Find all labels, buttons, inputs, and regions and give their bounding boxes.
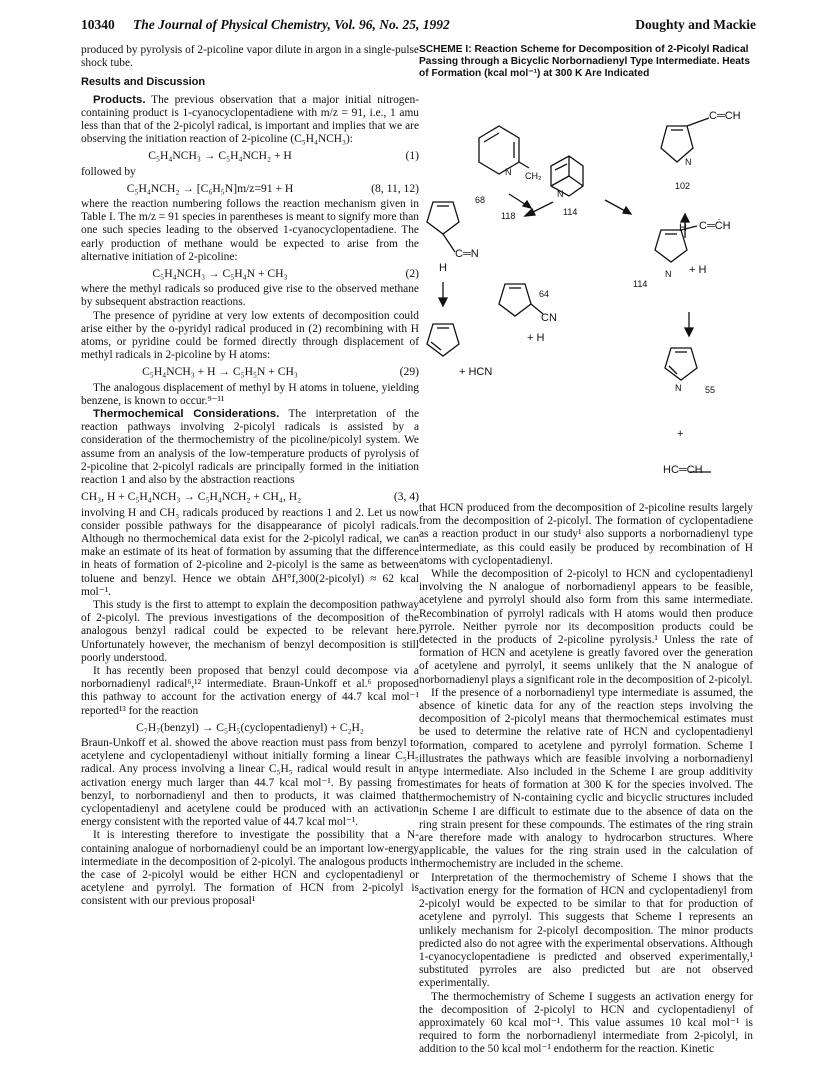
atom-label: C═N — [455, 248, 479, 260]
page-number: 10340 — [81, 17, 115, 32]
equation-number: (3, 4) — [393, 490, 419, 504]
atom-label: C═CH — [709, 110, 741, 122]
atom-label: N — [685, 157, 692, 167]
equation-number: (29) — [399, 365, 419, 379]
equation: C₅H₄NCH₂ → [C₆H₅N]m/z=91 + H (8, 11, 12) — [126, 181, 419, 195]
paragraph: where the methyl radicals so produced give rise to the observed methane by subsequent abstraction reactions. — [81, 283, 419, 309]
atom-label: N — [505, 167, 512, 177]
equation: CH₃, H + C₅H₄NCH₃ → C₅H₄NCH₂ + CH₄, H₂ (3, 4) — [81, 490, 419, 504]
atom-label: N — [665, 269, 672, 279]
heat-of-formation: 114 — [633, 279, 648, 289]
equation: C₇H₇(benzyl) → C₅H₅(cyclopentadienyl) + C₂H₂ — [136, 720, 364, 734]
atom-label: HC═CH — [663, 464, 703, 476]
heat-of-formation: 64 — [539, 289, 550, 299]
atom-label: CN — [541, 312, 557, 324]
heat-of-formation: 114 — [563, 207, 578, 217]
paragraph: It has recently been proposed that benzyl could decompose via a norbornadienyl radical⁶,¹² intermediate. Braun-Unkoff et al.⁶ proposed this pathway to account for the activation energy of 44.7 kcal mol⁻¹ reported¹³ for the reaction — [81, 664, 419, 717]
atom-label: N — [675, 383, 682, 393]
equation: C₅H₄NCH₃ → C₅H₄NCH₂ + H (1) — [148, 149, 419, 163]
heat-of-formation: 102 — [675, 181, 691, 191]
equation: C₅H₄NCH₃ → C₅H₄N + CH₃ (2) — [152, 267, 419, 281]
paragraph: produced by pyrolysis of 2-picoline vapor dilute in argon in a single-pulse shock tube. — [81, 44, 419, 70]
scheme-caption: SCHEME I: Reaction Scheme for Decomposition of 2-Picolyl Radical Passing through a Bicyclic Norbornadienyl Type Intermediate. Heats of Formation (kcal mol⁻¹) at 300 K Are Indicated — [419, 44, 750, 79]
atom-label: N — [557, 189, 564, 199]
run-in-heading: Thermochemical Considerations. — [93, 408, 280, 421]
running-authors: Doughty and Mackie — [635, 17, 756, 32]
paragraph: The analogous displacement of methyl by H atoms in toluene, yielding benzene, is known to occur.⁹⁻¹¹ — [81, 381, 419, 407]
ring-114-structure — [655, 226, 697, 262]
left-column — [81, 44, 419, 909]
paragraph: Interpretation of the thermochemistry of Scheme I shows that the activation energy for the formation of HCN and cyclopentadienyl from 2-picolyl would be expected to be similar to that for production of acetylene and pyrrolyl. This suggests that Scheme I represents an unlikely mechanism for 2-picolyl decomposition. The minor products predicted also do not agree with the experimental observations. Although 1-cyanocyclopentadiene is predicted and observed experimentally,¹ substituted pyrroles are also predicted but are not observed experimentally. — [419, 871, 753, 990]
section-heading: Results and Discussion — [81, 76, 206, 89]
atom-label: + — [677, 428, 684, 440]
bicyclic-structure — [551, 156, 583, 196]
paragraph: that HCN produced from the decomposition of 2-picoline results largely from the decomposition of 2-picolyl. The formation of cyclopentadiene as a reaction product in our study¹ also supports a norbornadienyl type intermediate, as this could easily be produced by recombination of H atoms with cyclopentadienyl. — [419, 502, 753, 567]
reaction-scheme — [419, 84, 753, 502]
heat-of-formation: 55 — [705, 385, 716, 395]
paragraph: The thermochemistry of Scheme I suggests an activation energy for the decomposition of 2-picolyl to HCN and cyclopentadienyl of approximately 60 kcal mol⁻¹. This value assumes 10 kcal mol⁻¹ is required to form the norbornadienyl intermediate from 2-picolyl, in addition to the 50 kcal mol⁻¹ endotherm for the reaction. Kinetic — [419, 990, 753, 1056]
paragraph: where the reaction numbering follows the reaction mechanism given in Table I. The m/z = 91 species in parentheses is meant to signify more than one such species leading to the observed 1-cyanocyclopentadiene. The early production of methane would be expected to arise from the alternative initiation of 2-picoline: — [81, 198, 419, 263]
picolyl-structure — [479, 126, 529, 174]
paragraph: Products. The previous observation that a major initial nitrogen-containing product is 1-cyanocyclopentadiene with m/z = 91, i.e., 1 amu less than that of the 2-picolyl radical, is important and implies that we are observing the initiation reaction of 2-picoline (C₅H₄NCH₃): — [81, 93, 419, 146]
running-header — [81, 17, 756, 37]
atom-label: + H — [689, 264, 707, 276]
atom-label: + H — [527, 332, 545, 344]
paragraph: Braun-Unkoff et al. showed the above reaction must pass from benzyl to acetylene and cyclopentadienyl without initially forming a linear C₅H₅ radical. Any process involving a linear C₅H₅ radical would result in an activation energy much larger than 44.7 kcal mol⁻¹. By passing from benzyl, to norbornadienyl and then to products, it was claimed that cyclopentadienyl and acetylene could be produced with an activation energy consistent with the reported value of 44.7 kcal mol⁻¹. — [81, 736, 419, 829]
equation-number: (2) — [405, 267, 419, 281]
equation-number: (1) — [405, 149, 419, 163]
pyrrolyl-structure — [665, 348, 697, 380]
paragraph: While the decomposition of 2-picolyl to HCN and cyclopentadienyl involving the N analogue of norbornadienyl appears to be feasible, acetylene and pyrrolyl should also form from this same intermediate. Recombination of pyrrolyl radicals with H atoms would then produce pyrrole. Neither pyrrole nor its decomposition products could be detected in the products of 2-picoline pyrolysis.¹ Unless the rate of formation of HCN and acetylene is greatly favored over the generation of acetylene and pyrrolyl, it seems unlikely that the N analogue of norbornadienyl plays a significant role in the decomposition of 2-picolyl. — [419, 568, 753, 686]
atom-label: H — [679, 222, 687, 234]
ring-118-structure — [427, 202, 459, 252]
paragraph: The presence of pyridine at very low extents of decomposition could arise either by the o-pyridyl radical produced in (2) recombining with H atoms, or pyridine could be formed directly through displacement of methyl radicals in 2-picoline by H atoms: — [81, 309, 419, 362]
atom-label: CH₂ — [525, 171, 542, 181]
paragraph: It is interesting therefore to investigate the possibility that a N-containing analogue of norbornadienyl could be an important low-energy intermediate in the decomposition of 2-picolyl. The analogous products in the case of 2-picolyl would be either HCN and cyclopentadienyl or acetylene and pyrrolyl. The formation of HCN from 2-picolyl is consistent with our previous proposal¹ — [81, 829, 419, 908]
paragraph: involving H and CH₃ radicals produced by reactions 1 and 2. Let us now consider possible pathways for the disappearance of picolyl radicals. Although no thermochemical data exist for the 2-picolyl radical, we can make an estimate of its heat of formation by assuming that the difference in heats of formation of 2-picoline and 2-picolyl is the same as between toluene and benzyl. Hence we obtain ΔH°f,300(2-picolyl) ≈ 62 kcal mol⁻¹. — [81, 506, 419, 598]
right-column — [419, 44, 753, 1057]
heat-of-formation: 68 — [475, 195, 486, 205]
cyclopentadienyl-structure — [427, 324, 459, 356]
paragraph: If the presence of a norbornadienyl type intermediate is assumed, the absence of kinetic data for any of the reaction steps involving the decomposition of 2-picolyl means that thermochemical estimates must be used to determine the relative rate of HCN and cyclopentadienyl formation, compared to acetylene and pyrrolyl formation. Scheme I illustrates the pathways which are feasible involving a norbornadienyl type intermediate. Also included in the Scheme I are group additivity estimates for heats of formation at 300 K for the species involved. The thermochemistry of N-containing cyclic and bicyclic structures included in Scheme I are difficult to estimate due to the absence of data on the ring strain present for these compounds. The estimates of the ring strain are therefore made with analogy to hydrocarbon structures. Where applicable, the values for the ring strain used in the calculation of thermochemistry are included in the scheme. — [419, 686, 753, 871]
scheme-drawing — [419, 84, 753, 502]
ring-64-structure — [499, 284, 543, 316]
paragraph: Thermochemical Considerations. The interpretation of the reaction pathways involving 2-picolyl radicals is assisted by a consideration of the thermochemistry of the picoline/picolyl system. We assume from an analysis of the low-temperature products of pyrolysis of 2-picoline that 2-picolyl radicals are principally formed in the initiation reaction 1 and also by the abstraction reactions — [81, 408, 419, 487]
atom-label: H — [439, 262, 447, 274]
heat-of-formation: 118 — [501, 211, 516, 221]
atom-label: + HCN — [459, 366, 493, 378]
equation-number: (8, 11, 12) — [371, 181, 419, 195]
journal-citation: The Journal of Physical Chemistry, Vol. 96, No. 25, 1992 — [133, 17, 450, 32]
paragraph: followed by — [81, 165, 136, 178]
paragraph: This study is the first to attempt to explain the decomposition pathway of 2-picolyl. The previous investigations of the decomposition of the analogous benzyl radical could be expected to be relevant here. Unfortunately however, the mechanism of benzyl decomposition is still poorly understood. — [81, 598, 419, 664]
run-in-heading: Products. — [93, 93, 146, 106]
equation: C₅H₄NCH₃ + H → C₅H₅N + CH₃ (29) — [142, 365, 419, 379]
atom-label: C═ĊH — [699, 220, 731, 232]
